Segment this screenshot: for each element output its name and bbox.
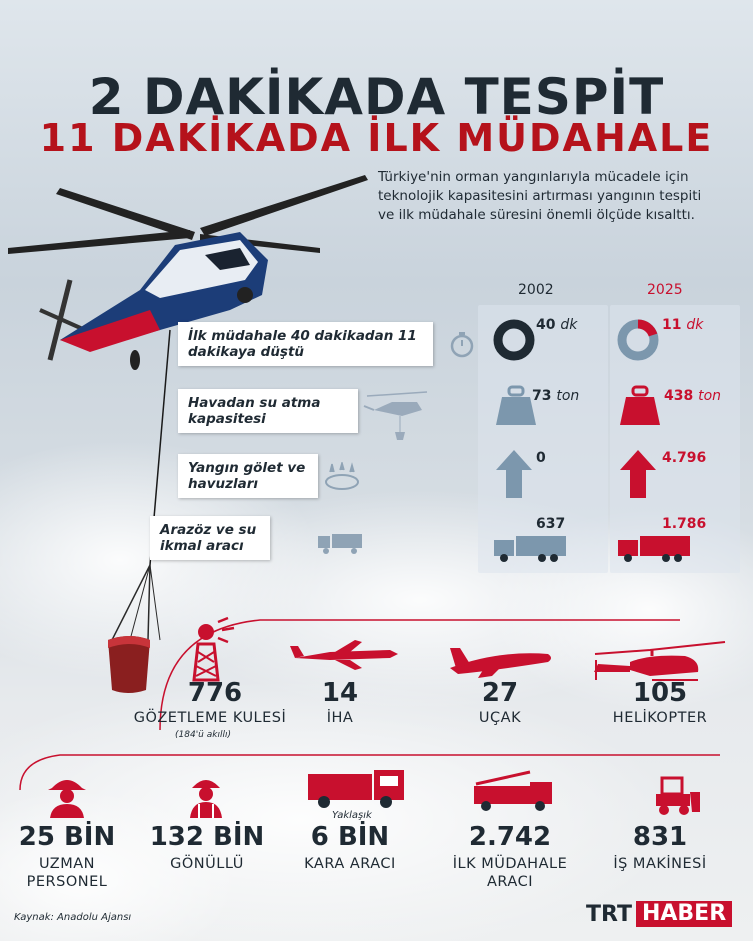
headline-line-1: 2 DAKİKADA TESPİT bbox=[88, 68, 665, 126]
water-truck-icon bbox=[316, 532, 366, 556]
volunteer-icon bbox=[186, 772, 226, 818]
asset-value-drones: 14 bbox=[321, 678, 359, 708]
personnel-value-volunteers: 132 BİN bbox=[149, 822, 265, 852]
fire-truck-icon bbox=[304, 768, 408, 810]
year-2002-label: 2002 bbox=[518, 282, 554, 298]
intro-paragraph: Türkiye'nin orman yangınlarıyla mücadele için teknolojik kapasitesini artırması yangının tespiti ve ilk müdahale süresini önemli ölçüde kısalttı. bbox=[378, 169, 702, 223]
personnel-label-volunteers: GÖNÜLLÜ bbox=[170, 856, 244, 872]
personnel-label-first-response-1: İLK MÜDAHALE bbox=[452, 856, 568, 872]
asset-label-helicopters: HELİKOPTER bbox=[612, 710, 708, 726]
row-label-aerial-capacity: Havadan su atma kapasitesi bbox=[178, 389, 358, 433]
firefighter-icon bbox=[44, 772, 90, 818]
watchtower-icon bbox=[188, 616, 238, 682]
stopwatch-icon bbox=[448, 330, 476, 358]
truck-icon-2002 bbox=[492, 530, 570, 564]
value-2025-response: 11 dk bbox=[662, 317, 704, 333]
personnel-pre-vehicles: Yaklaşık bbox=[332, 810, 372, 821]
value-2025-trucks: 1.786 bbox=[662, 516, 707, 532]
asset-value-planes: 27 bbox=[481, 678, 519, 708]
trt-haber-logo bbox=[586, 901, 732, 927]
value-2002-response: 40 dk bbox=[536, 317, 578, 333]
value-2002-capacity: 73 ton bbox=[532, 388, 580, 404]
logo-haber: HABER bbox=[636, 901, 732, 927]
personnel-label-experts-1: UZMAN bbox=[38, 856, 96, 872]
row-label-ponds: Yangın gölet ve havuzları bbox=[178, 454, 318, 498]
personnel-label-experts-2: PERSONEL bbox=[26, 874, 108, 890]
asset-note-towers: (184'ü akıllı) bbox=[175, 730, 231, 740]
arrow-up-icon-2002 bbox=[494, 448, 534, 500]
arrow-up-icon-2025 bbox=[618, 448, 658, 500]
truck-icon-2025 bbox=[616, 530, 694, 564]
pond-icon bbox=[322, 462, 362, 492]
personnel-value-vehicles: 6 BİN bbox=[310, 822, 390, 852]
asset-label-drones: İHA bbox=[326, 710, 354, 726]
value-2025-capacity: 438 ton bbox=[664, 388, 722, 404]
asset-value-towers: 776 bbox=[187, 678, 243, 708]
donut-2025 bbox=[616, 318, 660, 362]
value-2002-ponds: 0 bbox=[536, 450, 546, 466]
asset-label-towers: GÖZETLEME KULESİ bbox=[133, 710, 287, 726]
row-label-water-trucks: Arazöz ve su ikmal aracı bbox=[150, 516, 270, 560]
bulldozer-icon bbox=[642, 774, 702, 816]
logo-trt: TRT bbox=[586, 901, 632, 927]
year-2025-label: 2025 bbox=[647, 282, 683, 298]
source-credit: Kaynak: Anadolu Ajansı bbox=[14, 912, 132, 923]
row-label-response-time: İlk müdahale 40 dakikadan 11 dakikaya düştü bbox=[178, 322, 433, 366]
personnel-label-machines: İŞ MAKİNESİ bbox=[613, 856, 707, 872]
personnel-label-vehicles: KARA ARACI bbox=[304, 856, 396, 872]
helicopter-bucket-icon bbox=[362, 388, 432, 443]
personnel-label-first-response-2: ARACI bbox=[487, 874, 533, 890]
ladder-truck-icon bbox=[470, 770, 554, 814]
headline-line-2: 11 DAKİKADA İLK MÜDAHALE bbox=[39, 116, 714, 160]
drone-icon bbox=[290, 638, 400, 672]
personnel-value-first-response: 2.742 bbox=[468, 822, 552, 852]
value-2002-trucks: 637 bbox=[536, 516, 566, 532]
weight-icon-2025 bbox=[618, 385, 662, 429]
asset-value-helicopters: 105 bbox=[632, 678, 688, 708]
plane-icon bbox=[448, 640, 556, 680]
donut-2002 bbox=[492, 318, 536, 362]
personnel-value-experts: 25 BİN bbox=[18, 822, 116, 852]
personnel-value-machines: 831 bbox=[632, 822, 688, 852]
asset-label-planes: UÇAK bbox=[478, 710, 522, 726]
value-2025-ponds: 4.796 bbox=[662, 450, 707, 466]
